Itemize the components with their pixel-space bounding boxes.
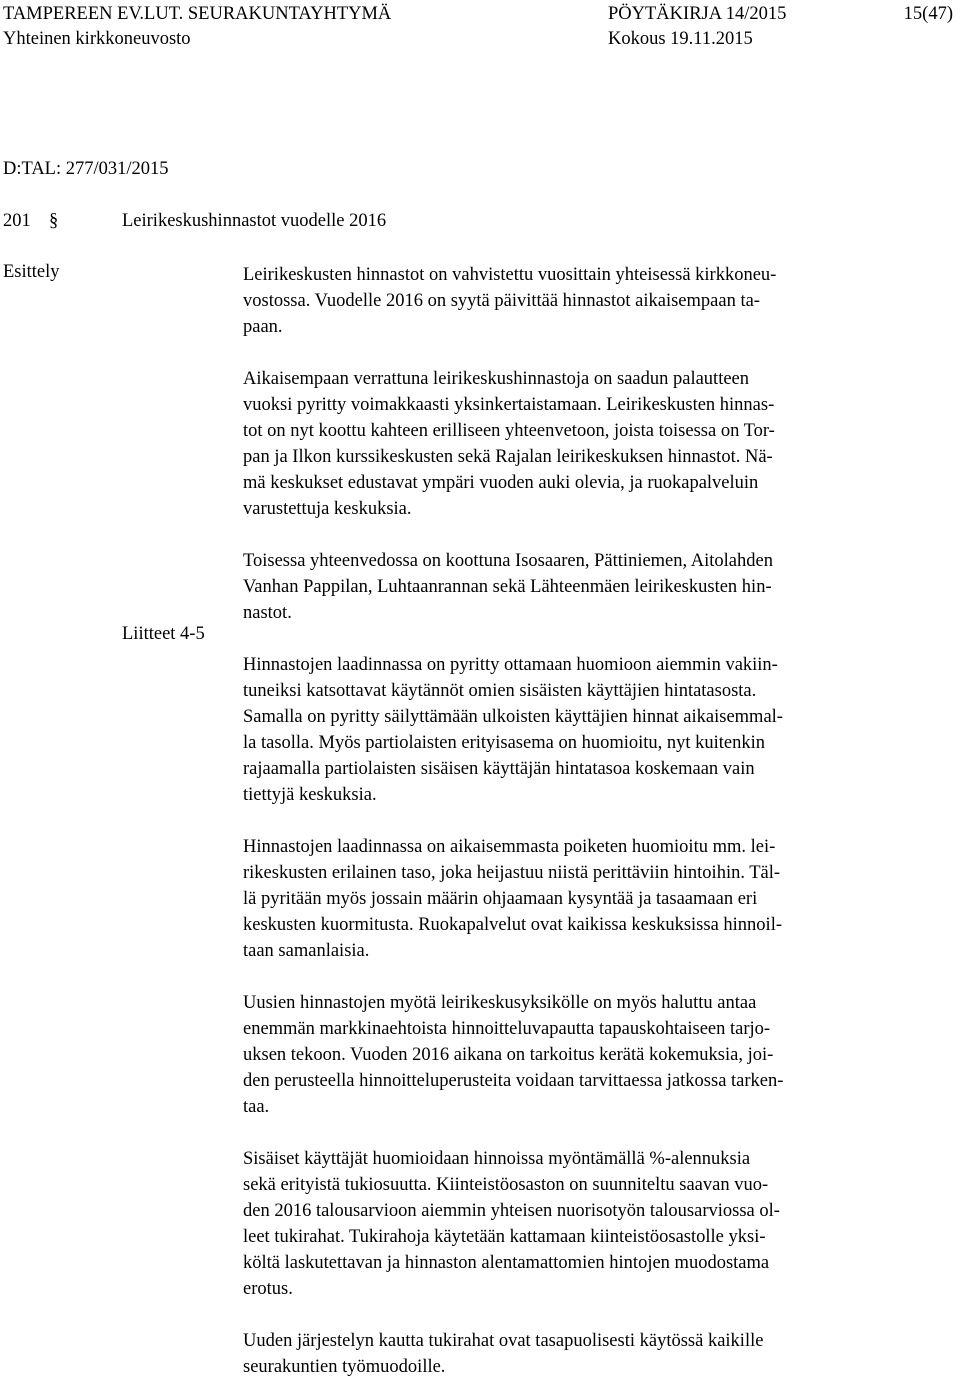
paragraph: Uusien hinnastojen myötä leirikeskusyksikölle on myös haluttu antaa enemmän markkinaehtoista hinnoitteluvapautta tapauskohtaiseen tarjo- uksen tekoon. Vuoden 2016 aikana on tarkoitus kerätä kokemuksia, joi- den perusteella hinnoitteluperusteita voidaan tarvittaessa jatkossa tarken- taa.	[243, 993, 784, 1117]
paragraph: Hinnastojen laadinnassa on aikaisemmasta poiketen huomioitu mm. lei- rikeskusten erilainen taso, joka heijastuu niistä perittäviin hintoihin. Täl- lä pyritään myös jossain määrin ohjaamaan kysyntää ja tasaamaan eri keskusten kuormitusta. Ruokapalvelut ovat kaikissa keskuksissa hinnoil- taan samanlaisia.	[243, 837, 783, 961]
section-symbol: §	[49, 211, 59, 231]
attachments-label: Liitteet 4-5	[122, 624, 205, 644]
presentation-body	[243, 262, 903, 1380]
section-number: 201	[3, 211, 31, 231]
paragraph: Uuden järjestelyn kautta tukirahat ovat tasapuolisesti käytössä kaikille seurakuntien työmuodoille.	[243, 1331, 764, 1377]
paragraph: Sisäiset käyttäjät huomioidaan hinnoissa myöntämällä %-alennuksia sekä erityistä tukiosuutta. Kiinteistöosaston on suunniteltu saavan vuo- den 2016 talousarvioon aiemmin yhteisen nuorisotyön talousarviossa ol- leet tukirahat. Tukirahoja käytetään kattamaan kiinteistöosastolle yksi- költä laskutettavan ja hinnaston alentamattomien hintojen muodostama erotus.	[243, 1149, 780, 1299]
organization-name: TAMPEREEN EV.LUT. SEURAKUNTAYHTYMÄ	[3, 4, 392, 24]
document-title: PÖYTÄKIRJA 14/2015	[608, 4, 787, 24]
meeting-date: Kokous 19.11.2015	[608, 29, 753, 49]
paragraph: Leirikeskusten hinnastot on vahvistettu vuosittain yhteisessä kirkkoneu- vostossa. Vuodelle 2016 on syytä päivittää hinnastot aikaisempaan ta- paan.	[243, 265, 777, 337]
presentation-label: Esittely	[3, 262, 60, 282]
section-title: Leirikeskushinnastot vuodelle 2016	[122, 211, 387, 231]
paragraph: Aikaisempaan verrattuna leirikeskushinnastoja on saadun palautteen vuoksi pyritty voimakkaasti yksinkertaistamaan. Leirikeskusten hinnas- tot on nyt koottu kahteen erilliseen yhteenvetoon, joista toisessa on Tor- pan ja Ilkon kurssikeskusten sekä Rajalan leirikeskuksen hinnastot. Nä- mä keskukset edustavat ympäri vuoden auki olevia, ja ruokapalveluin varustettuja keskuksia.	[243, 369, 775, 519]
paragraph: Toisessa yhteenvedossa on koottuna Isosaaren, Pättiniemen, Aitolahden Vanhan Pappilan, Luhtaanrannan sekä Lähteenmäen leirikeskusten hin- nastot.	[243, 551, 773, 623]
governing-body: Yhteinen kirkkoneuvosto	[3, 29, 191, 49]
section-heading	[3, 211, 386, 232]
record-number: D:TAL: 277/031/2015	[3, 159, 169, 179]
page-number: 15(47)	[903, 4, 953, 24]
paragraph: Hinnastojen laadinnassa on pyritty ottamaan huomioon aiemmin vakiin- tuneiksi katsottavat käytännöt omien sisäisten käyttäjien hintatasosta. Samalla on pyritty säilyttämään ulkoisten käyttäjien hinnat aikaisemmal- la tasolla. Myös partiolaisten erityisasema on huomioitu, nyt kuitenkin rajaamalla partiolaisten sisäisen käyttäjän hintatasoa koskemaan vain tiettyjä keskuksia.	[243, 655, 783, 805]
